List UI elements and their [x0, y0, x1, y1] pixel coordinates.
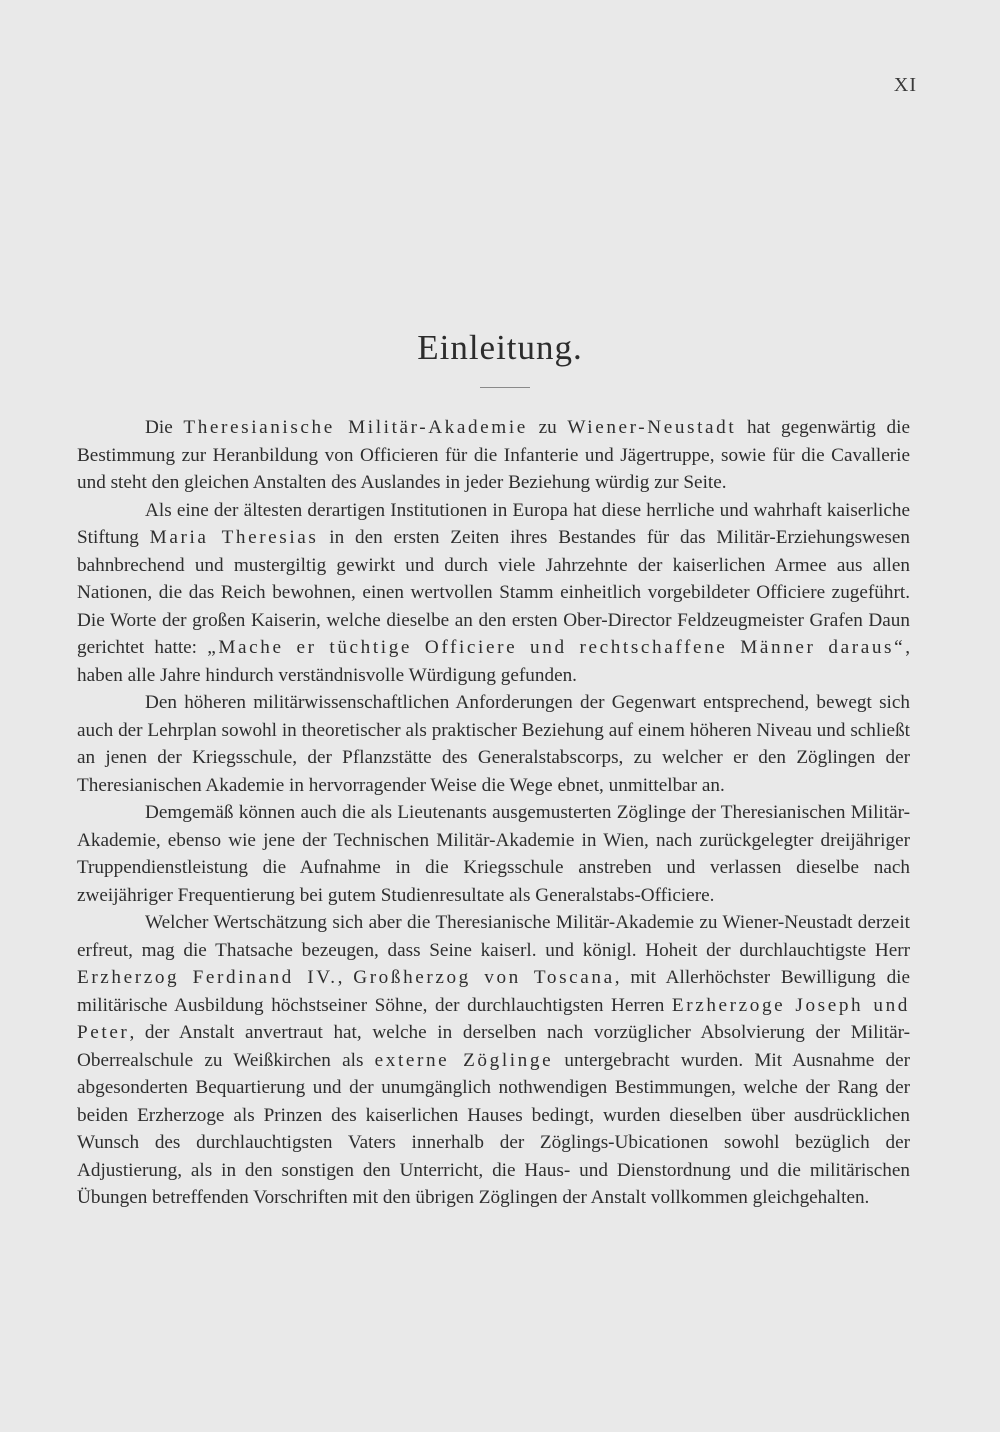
- title-divider: [480, 387, 530, 388]
- body-text: [77, 414, 910, 1212]
- paragraph-2: Als eine der ältesten derartigen Institutionen in Europa hat diese herrliche und wahrhaft kaiserliche Stiftung Maria Theresias in den ersten Zeiten ihres Bestandes für das Militär-Erziehungswesen bahnbrechend und mustergiltig gewirkt und durch viele Jahrzehnte der kaiserlichen Armee aus allen Nationen, die das Reich bewohnen, einen wertvollen Stamm einheitlich vorgebildeter Officiere zugeführt. Die Worte der großen Kaiserin, welche dieselbe an den ersten Ober-Director Feldzeugmeister Grafen Daun gerichtet hatte: „Mache er tüchtige Officiere und rechtschaffene Männer daraus“, haben alle Jahre hindurch verständnisvolle Würdigung gefunden.: [77, 499, 910, 686]
- paragraph-5: Welcher Wertschätzung sich aber die Theresianische Militär-Akademie zu Wiener-Neustadt derzeit erfreut, mag die Thatsache bezeugen, dass Seine kaiserl. und königl. Hoheit der durchlauchtigste Herr Erzherzog Ferdinand IV., Großherzog von Toscana, mit Allerhöchster Bewilligung die militärische Ausbildung höchstseiner Söhne, der durchlauchtigsten Herren Erzherzoge Joseph und Peter, der Anstalt anvertraut hat, welche in derselben nach vorzüglicher Absolvierung der Militär-Oberrealschule zu Weißkirchen als externe Zöglinge untergebracht wurden. Mit Ausnahme der abgesonderten Bequartierung und der unumgänglich nothwendigen Bestimmungen, welche der Rang der beiden Erzherzoge als Prinzen des kaiserlichen Hauses bedingt, wurden dieselben über ausdrücklichen Wunsch des durchlauchtigsten Vaters innerhalb der Zöglings-Ubicationen sowohl bezüglich der Adjustierung, als in den sonstigen den Unterricht, die Haus- und Dienstordnung und die militärischen Übungen betreffenden Vorschriften mit den übrigen Zöglingen der Anstalt vollkommen gleichgehalten.: [77, 912, 911, 1208]
- page-number: XI: [893, 74, 917, 96]
- page-title: Einleitung.: [417, 328, 583, 367]
- paragraph-3: Den höheren militärwissenschaftlichen Anforderungen der Gegenwart entsprechend, bewegt sich auch der Lehrplan sowohl in theoretischer als praktischer Beziehung auf einem höheren Niveau und schließt an jenen der Kriegsschule, der Pflanzstätte des Generalstabscorps, zu welcher er den Zöglingen der Theresianischen Akademie in hervorragender Weise die Wege ebnet, unmittelbar an.: [77, 692, 910, 796]
- paragraph-1: Die Theresianische Militär-Akademie zu Wiener-Neustadt hat gegenwärtig die Bestimmung zur Heranbildung von Officieren für die Infanterie und Jägertruppe, sowie für die Cavallerie und steht den gleichen Anstalten des Auslandes in jeder Beziehung würdig zur Seite.: [77, 417, 910, 493]
- paragraph-4: Demgemäß können auch die als Lieutenants ausgemusterten Zöglinge der Theresianischen Militär-Akademie, ebenso wie jene der Technischen Militär-Akademie in Wien, nach zurückgelegter dreijähriger Truppendienstleistung die Aufnahme in die Kriegsschule anstreben und verlassen dieselbe nach zweijähriger Frequentierung bei gutem Studienresultate als Generalstabs-Officiere.: [77, 802, 910, 906]
